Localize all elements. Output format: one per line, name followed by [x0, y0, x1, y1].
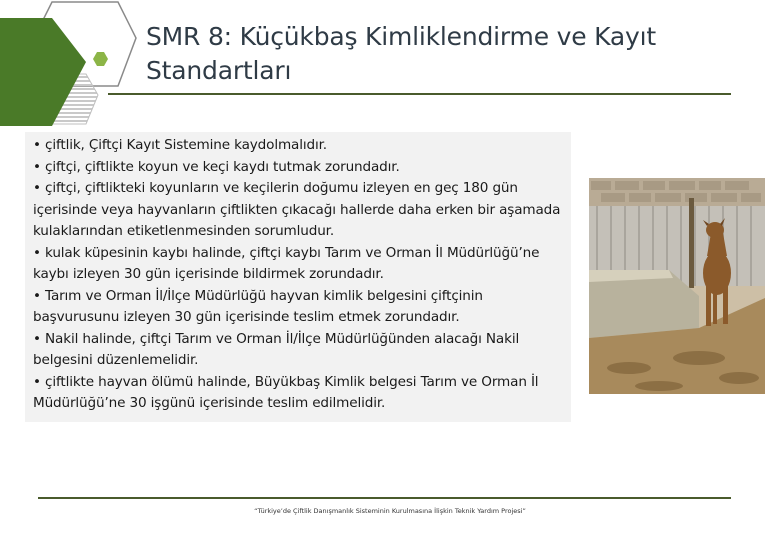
- slide-title: SMR 8: Küçükbaş Kimliklendirme ve Kayıt Standartları: [146, 22, 656, 85]
- hexagon-logo-icon: [0, 0, 140, 130]
- title-divider: [108, 93, 731, 95]
- bullet-item: • çiftçi, çiftlikte koyun ve keçi kaydı tutmak zorundadır.: [33, 158, 400, 175]
- bullet-item: • çiftlikte hayvan ölümü halinde, Büyükbaş Kimlik belgesi Tarım ve Orman İl Müdürlüğü’ne 30 işgünü içerisinde teslim edilmelidir.: [33, 373, 539, 411]
- bullet-list: [33, 135, 573, 415]
- bullet-item: • çiftçi, çiftlikteki koyunların ve keçilerin doğumu izleyen en geç 180 gün içerisinde veya hayvanların çiftlikten çıkacağı hallerde daha erken bir aşamada kulaklarından etiketlenmesinden sorumludur.: [33, 180, 561, 239]
- bullet-item: • kulak küpesinin kaybı halinde, çiftçi kaybı Tarım ve Orman İl Müdürlüğü’ne kaybı izleyen 30 gün içerisinde bildirmek zorundadır.: [33, 244, 540, 282]
- bullet-item: • Tarım ve Orman İl/İlçe Müdürlüğü hayvan kimlik belgesini çiftçinin başvurusunu izleyen 30 gün içerisinde teslim etmek zorundadır.: [33, 287, 483, 325]
- bullet-item: • çiftlik, Çiftçi Kayıt Sistemine kaydolmalıdır.: [33, 137, 327, 153]
- footnote: “Türkiye’de Çiftlik Danışmanlık Sisteminin Kurulmasına İlişkin Teknik Yardım Projesi”: [254, 507, 526, 515]
- footer-divider: [38, 497, 731, 499]
- bullet-item: • Nakil halinde, çiftçi Tarım ve Orman İl/İlçe Müdürlüğünden alacağı Nakil belgesini düzenlemelidir.: [33, 330, 520, 368]
- goat-photo: [589, 178, 765, 394]
